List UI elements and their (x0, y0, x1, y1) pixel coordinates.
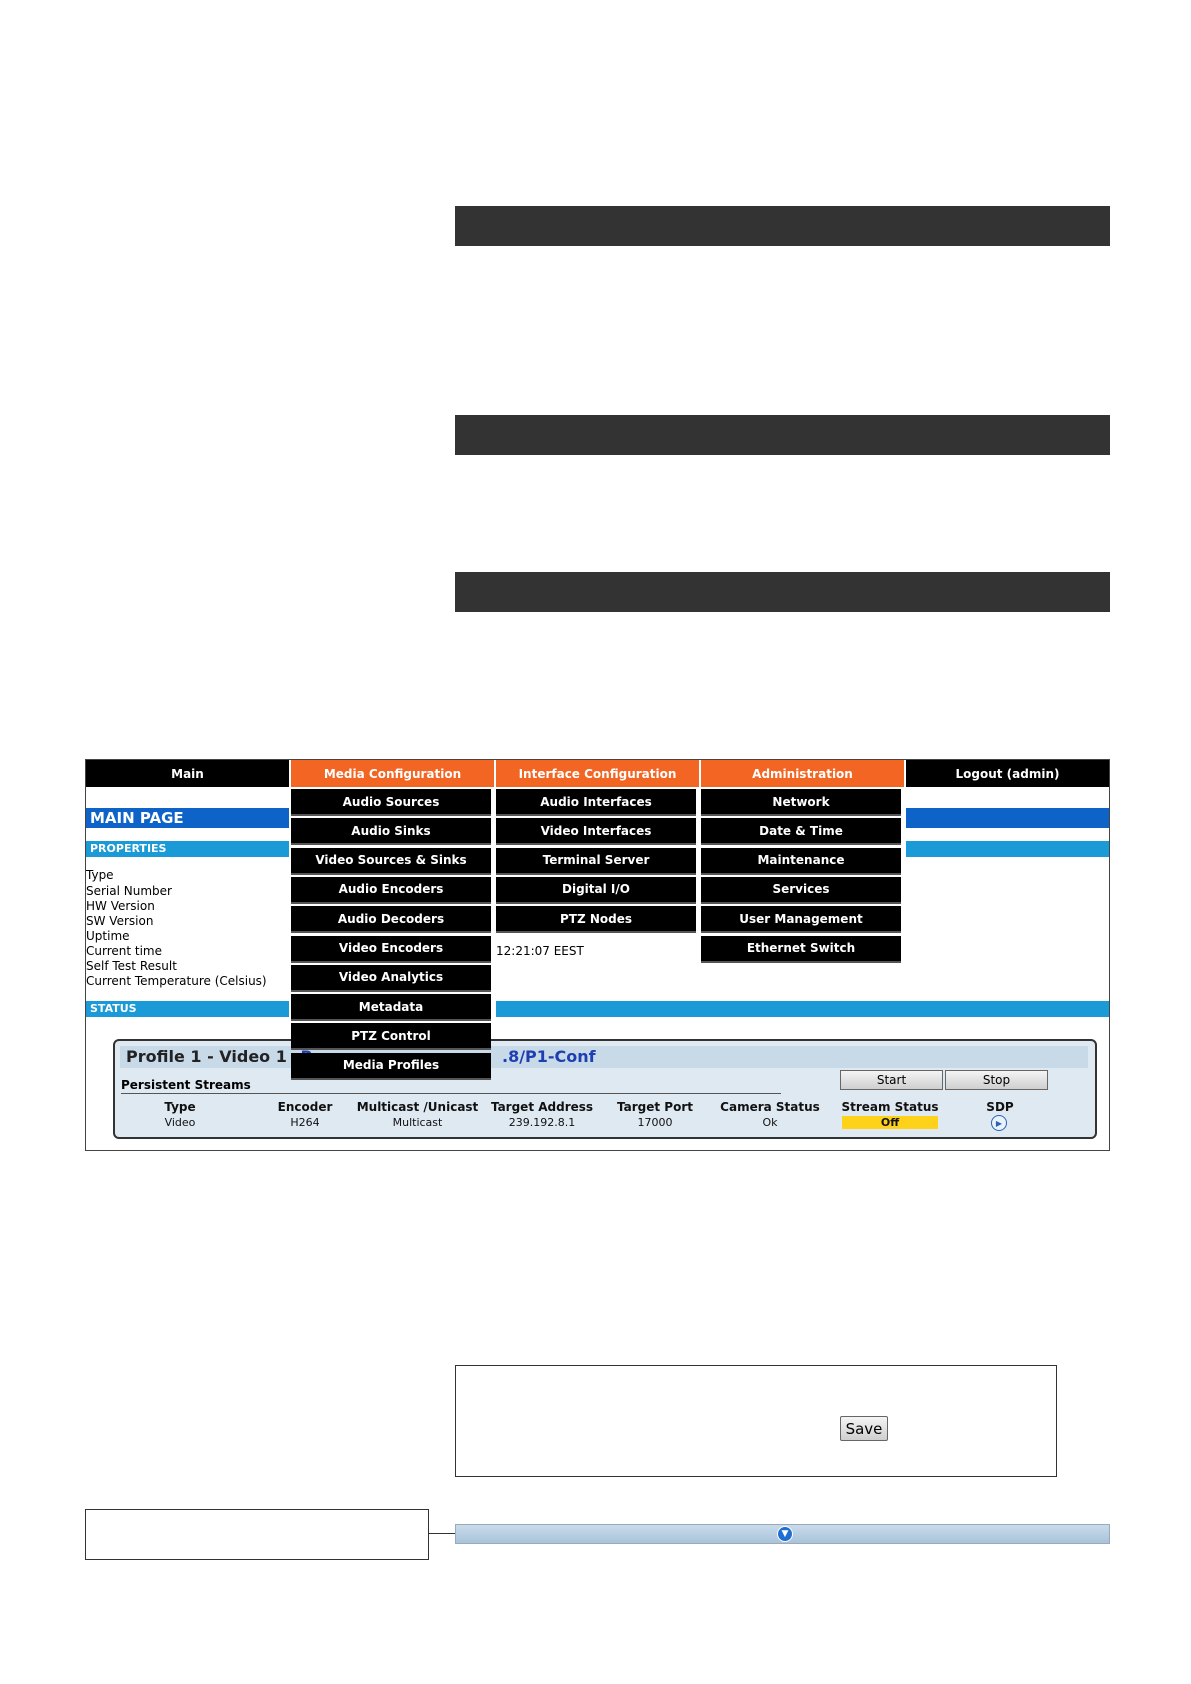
profile-title-bar (120, 1046, 1088, 1068)
properties-band-right (906, 841, 1109, 857)
section-header-bar-3 (455, 572, 1110, 612)
page-title-band-right (906, 808, 1109, 828)
property-self-test: Self Test Result (86, 959, 177, 973)
menu-item-audio-encoders[interactable]: Audio Encoders (291, 877, 491, 904)
property-uptime: Uptime (86, 929, 130, 943)
divider (121, 1093, 781, 1094)
current-time-value: 12:21:07 EEST (496, 944, 584, 958)
property-type: Type (86, 868, 114, 882)
stop-button[interactable]: Stop (945, 1070, 1048, 1090)
sdp-play-icon[interactable]: ▶ (991, 1115, 1007, 1131)
status-band-right (496, 1001, 1109, 1017)
menu-item-user-management[interactable]: User Management (701, 906, 901, 933)
menu-item-audio-sources[interactable]: Audio Sources (291, 789, 491, 816)
col-type: Type (164, 1100, 196, 1114)
col-encoder: Encoder (277, 1100, 333, 1114)
collapsed-section-bar[interactable] (455, 1524, 1110, 1544)
col-cast: Multicast /Unicast (356, 1100, 479, 1114)
properties-header: PROPERTIES (86, 841, 289, 857)
row-type: Video (164, 1116, 196, 1129)
menu-item-video-encoders[interactable]: Video Encoders (291, 936, 491, 963)
save-callout-box (455, 1365, 1057, 1477)
save-button[interactable]: Save (840, 1416, 888, 1441)
nav-administration[interactable]: Administration (701, 760, 904, 787)
row-cast: Multicast (392, 1116, 443, 1129)
col-target-address: Target Address (490, 1100, 594, 1114)
section-header-bar-1 (455, 206, 1110, 246)
menu-item-digital-i-o[interactable]: Digital I/O (496, 877, 696, 904)
nav-main[interactable]: Main (86, 760, 289, 787)
col-camera-status: Camera Status (720, 1100, 820, 1114)
menu-item-maintenance[interactable]: Maintenance (701, 848, 901, 875)
col-sdp: SDP (986, 1100, 1014, 1114)
status-header: STATUS (86, 1001, 289, 1017)
nav-logout[interactable]: Logout (admin) (906, 760, 1109, 787)
menu-item-ptz-nodes[interactable]: PTZ Nodes (496, 906, 696, 933)
profile-panel (113, 1039, 1097, 1139)
property-hw-version: HW Version (86, 899, 155, 913)
section-header-bar-2 (455, 415, 1110, 455)
persistent-streams-label: Persistent Streams (121, 1078, 251, 1092)
menu-item-metadata[interactable]: Metadata (291, 994, 491, 1021)
menu-item-network[interactable]: Network (701, 789, 901, 816)
web-ui-screenshot (85, 759, 1110, 1151)
label-callout-box (85, 1509, 429, 1560)
profile-title: Profile 1 - Video 1 (126, 1047, 287, 1066)
start-button[interactable]: Start (840, 1070, 943, 1090)
menu-item-ptz-control[interactable]: PTZ Control (291, 1023, 491, 1050)
menu-item-video-sources-sinks[interactable]: Video Sources & Sinks (291, 848, 491, 875)
menu-item-services[interactable]: Services (701, 877, 901, 904)
menu-item-video-interfaces[interactable]: Video Interfaces (496, 818, 696, 845)
col-stream-status: Stream Status (841, 1100, 939, 1114)
property-current-time: Current time (86, 944, 162, 958)
row-camera-status: Ok (762, 1116, 778, 1129)
property-temperature: Current Temperature (Celsius) (86, 974, 267, 988)
menu-item-video-analytics[interactable]: Video Analytics (291, 965, 491, 992)
nav-media-configuration[interactable]: Media Configuration (291, 760, 494, 787)
menu-item-ethernet-switch[interactable]: Ethernet Switch (701, 936, 901, 963)
row-stream-status: Off (842, 1116, 938, 1129)
menu-item-date-time[interactable]: Date & Time (701, 818, 901, 845)
row-target-address: 239.192.8.1 (508, 1116, 576, 1129)
menu-item-media-profiles[interactable]: Media Profiles (291, 1053, 491, 1080)
profile-link-end[interactable]: .8/P1-Conf (502, 1047, 596, 1066)
row-target-port: 17000 (637, 1116, 673, 1129)
property-serial-number: Serial Number (86, 884, 172, 898)
page-title: MAIN PAGE (86, 808, 289, 828)
row-encoder: H264 (290, 1116, 320, 1129)
nav-interface-configuration[interactable]: Interface Configuration (496, 760, 699, 787)
menu-item-audio-interfaces[interactable]: Audio Interfaces (496, 789, 696, 816)
expand-chevron-icon[interactable]: ▼ (777, 1526, 793, 1542)
property-sw-version: SW Version (86, 914, 154, 928)
menu-item-audio-decoders[interactable]: Audio Decoders (291, 906, 491, 933)
menu-item-terminal-server[interactable]: Terminal Server (496, 848, 696, 875)
col-target-port: Target Port (617, 1100, 693, 1114)
menu-item-audio-sinks[interactable]: Audio Sinks (291, 818, 491, 845)
